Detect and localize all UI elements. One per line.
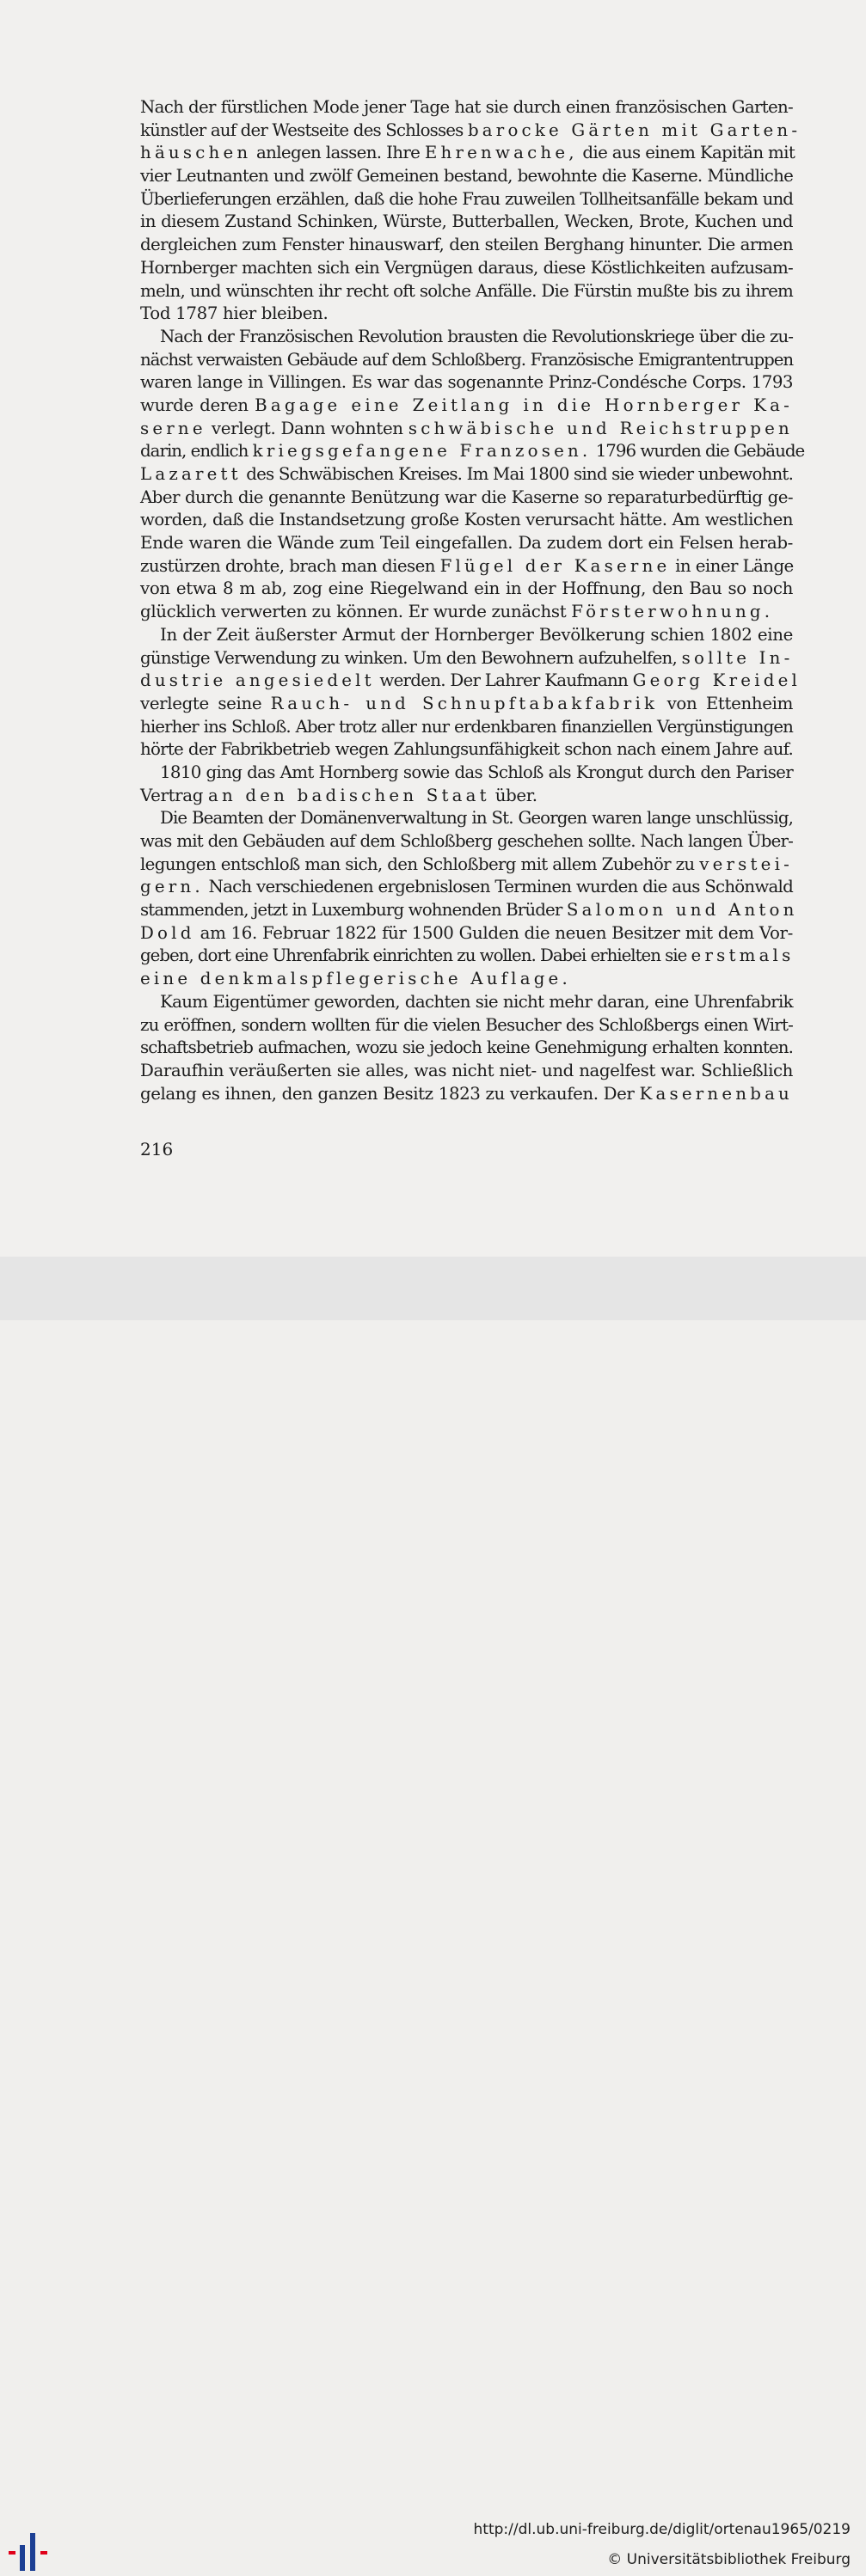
text-line (140, 624, 793, 647)
text-line (140, 854, 793, 877)
spaced-emphasis-text: Kasernenbau (639, 1083, 793, 1104)
spaced-emphasis-text: Lazarett (140, 464, 242, 484)
text-run: günstige Verwendung zu winken. Um den Bewohnern aufzuhelfen, (140, 647, 682, 668)
text-line (140, 785, 793, 808)
text-line (140, 188, 793, 211)
text-line (140, 234, 793, 257)
spaced-emphasis-text: Georg Kreidel (632, 670, 802, 691)
text-run: am 16. Februar 1822 für 1500 Gulden die neuen Besitzer mit dem Vor- (194, 922, 793, 943)
text-run: schaftsbetrieb aufmachen, wozu sie jedoch keine Genehmigung erhalten konnten. (140, 1037, 793, 1058)
text-run: In der Zeit äußerster Armut der Hornberger Bevölkerung schien 1802 eine (160, 624, 793, 645)
text-line (140, 555, 793, 578)
text-run: Tod 1787 hier bleiben. (140, 303, 329, 324)
text-run: wurde deren (140, 395, 255, 415)
text-run: darin, endlich (140, 441, 253, 462)
spaced-emphasis-text: eine denkmalspflegerische Auflage. (140, 969, 571, 989)
text-line (140, 395, 793, 418)
text-run: Die Beamten der Domänenverwaltung in St. Georgen waren lange unschlüssig, (160, 808, 793, 829)
spaced-emphasis-text: sollte In- (681, 647, 794, 668)
text-line (140, 830, 793, 854)
text-run: zustürzen drohte, brach man diesen (140, 555, 440, 576)
text-line (140, 418, 793, 441)
text-line (140, 922, 793, 945)
spaced-emphasis-text: serne (140, 418, 206, 438)
copyright-text: © Universitätsbibliothek Freiburg (607, 2551, 851, 2568)
spaced-emphasis-text: Dold (140, 922, 195, 943)
text-run: über. (489, 785, 537, 805)
text-line (140, 693, 793, 716)
text-run: Nach der fürstlichen Mode jener Tage hat sie durch einen französischen Garten- (140, 97, 793, 117)
text-run: hierher ins Schloß. Aber trotz aller nur erdenkbaren finanziellen Vergünstigungen (140, 716, 793, 737)
page-number: 216 (140, 1139, 174, 1160)
text-run: verlegte seine (140, 693, 271, 713)
spaced-emphasis-text: an den badischen Staat (207, 785, 490, 805)
text-line (140, 119, 802, 143)
spaced-emphasis-text: barocke Gärten mit Garten- (467, 119, 802, 140)
text-run: Vertrag (140, 785, 208, 805)
text-line (140, 96, 793, 119)
spaced-emphasis-text: gern. (140, 877, 204, 897)
text-line (140, 303, 793, 326)
text-run: nächst verwaisten Gebäude auf dem Schloßberg. Französische Emigrantentruppen (140, 349, 793, 370)
text-line (140, 876, 793, 899)
text-run: 1796 wurden die Gebäude (591, 441, 805, 462)
footer-bar (0, 1257, 866, 2568)
text-run: von etwa 8 m ab, zog eine Riegelwand ein in der Hoffnung, den Bau so noch (140, 578, 793, 599)
spaced-emphasis-text: kriegsgefangene Franzosen. (252, 441, 592, 462)
spaced-emphasis-text: Rauch- und Schnupftabakfabrik (270, 693, 659, 713)
text-run: werden. Der Lahrer Kaufmann (374, 670, 633, 691)
text-run: Daraufhin veräußerten sie alles, was nicht niet- und nagelfest war. Schließlich (140, 1060, 793, 1080)
text-line (140, 738, 793, 762)
text-run: des Schwäbischen Kreises. Im Mai 1800 sind sie wieder unbewohnt. (241, 464, 794, 484)
spaced-emphasis-text: Flügel der Kaserne (439, 555, 671, 576)
spaced-emphasis-text: Bagage eine Zeitlang in die Hornberger Ka- (255, 395, 793, 415)
spaced-emphasis-text: Salomon und Anton (566, 900, 798, 921)
text-run: glücklich verwerten zu können. Er wurde zunächst (140, 602, 572, 622)
text-line (140, 647, 793, 670)
spaced-emphasis-text: verstei- (699, 854, 793, 874)
text-run: was mit den Gebäuden auf dem Schloßberg geschehen sollte. Nach langen Über- (140, 831, 793, 851)
text-line (140, 807, 793, 830)
text-line (140, 945, 793, 968)
text-run: in einer Länge (670, 555, 794, 576)
text-run: worden, daß die Instandsetzung große Kosten verursacht hätte. Am westlichen (140, 510, 793, 530)
text-line (140, 1037, 793, 1060)
spaced-emphasis-text: schwäbische und Reichstruppen (408, 418, 793, 438)
text-run: stammenden, jetzt in Luxemburg wohnenden Brüder (140, 900, 567, 921)
text-line (140, 440, 805, 463)
text-line (140, 1060, 793, 1083)
spaced-emphasis-text: erstmals (691, 945, 795, 966)
text-run: Nach der Französischen Revolution brausten die Revolutionskriege über die zu- (160, 326, 793, 346)
text-run: gelang es ihnen, den ganzen Besitz 1823 zu verkaufen. Der (140, 1083, 640, 1104)
text-line (140, 601, 793, 624)
text-run: Nach verschiedenen ergebnislosen Terminen wurden die aus Schönwald (203, 877, 793, 897)
text-run: Ende waren die Wände zum Teil eingefallen. Da zudem dort ein Felsen herab- (140, 533, 793, 554)
text-line (140, 280, 793, 303)
text-line (140, 371, 793, 395)
text-run: meln, und wünschten ihr recht oft solche Anfälle. Die Fürstin mußte bis zu ihrem (140, 280, 793, 301)
text-line (140, 762, 793, 785)
text-line (140, 165, 793, 188)
text-run: künstler auf der Westseite des Schlosses (140, 119, 468, 140)
body-text (140, 96, 805, 1105)
text-run: 1810 ging das Amt Hornberg sowie das Schloß als Krongut durch den Pariser (160, 762, 793, 782)
text-run: Überlieferungen erzählen, daß die hohe Frau zuweilen Tollheitsanfälle bekam und (140, 188, 793, 209)
spaced-emphasis-text: häuschen (140, 143, 252, 163)
text-line (140, 486, 793, 510)
text-line (140, 349, 793, 372)
text-run: von Ettenheim (658, 693, 793, 713)
text-line (140, 1083, 793, 1106)
text-run: verlegt. Dann wohnten (206, 418, 408, 438)
text-run: waren lange in Villingen. Es war das sogenannte Prinz-Condésche Corps. 1793 (140, 372, 793, 393)
text-run: dergleichen zum Fenster hinauswarf, den steilen Berghang hinunter. Die armen (140, 235, 793, 255)
text-run: vier Leutnanten und zwölf Gemeinen bestand, bewohnte die Kaserne. Mündliche (140, 166, 793, 187)
text-line (140, 899, 798, 922)
text-line (140, 716, 793, 739)
text-run: die aus einem Kapitän mit (577, 143, 795, 163)
text-line (140, 578, 793, 601)
text-run: geben, dort eine Uhrenfabrik einrichten zu wollen. Dabei erhielten sie (140, 945, 691, 966)
text-run: Aber durch die genannte Benützung war die Kaserne so reparaturbedürftig ge- (140, 486, 793, 507)
text-run: Hornberger machten sich ein Vergnügen daraus, diese Köstlichkeiten aufzusam- (140, 257, 793, 278)
text-line (140, 326, 793, 349)
text-run: in diesem Zustand Schinken, Würste, Butterballen, Wecken, Brote, Kuchen und (140, 211, 793, 232)
text-run: hörte der Fabrikbetrieb wegen Zahlungsunfähigkeit schon nach einem Jahre auf. (140, 739, 793, 760)
ub-freiburg-logo-icon (7, 2524, 58, 2576)
text-run: Kaum Eigentümer geworden, dachten sie nicht mehr daran, eine Uhrenfabrik (160, 991, 793, 1012)
spaced-emphasis-text: Försterwohnung. (571, 602, 774, 622)
text-line (140, 1014, 793, 1037)
source-url-link[interactable]: http://dl.ub.uni-freiburg.de/diglit/ortenau1965/0219 (473, 2521, 851, 2538)
text-line (140, 463, 793, 486)
text-run: anlegen lassen. Ihre (251, 143, 425, 163)
text-line (140, 142, 793, 165)
spaced-emphasis-text: dustrie angesiedelt (140, 670, 375, 691)
spaced-emphasis-text: Ehrenwache, (424, 143, 578, 163)
text-line (140, 532, 793, 555)
text-line (140, 991, 793, 1014)
text-line (140, 509, 793, 532)
text-run: legungen entschloß man sich, den Schloßberg mit allem Zubehör zu (140, 854, 700, 874)
text-line (140, 257, 793, 280)
document-page (0, 0, 866, 1257)
text-line (140, 211, 793, 234)
text-line (140, 968, 793, 991)
text-line (140, 670, 802, 693)
text-run: zu eröffnen, sondern wollten für die vielen Besucher des Schloßbergs einen Wirt- (140, 1014, 793, 1035)
